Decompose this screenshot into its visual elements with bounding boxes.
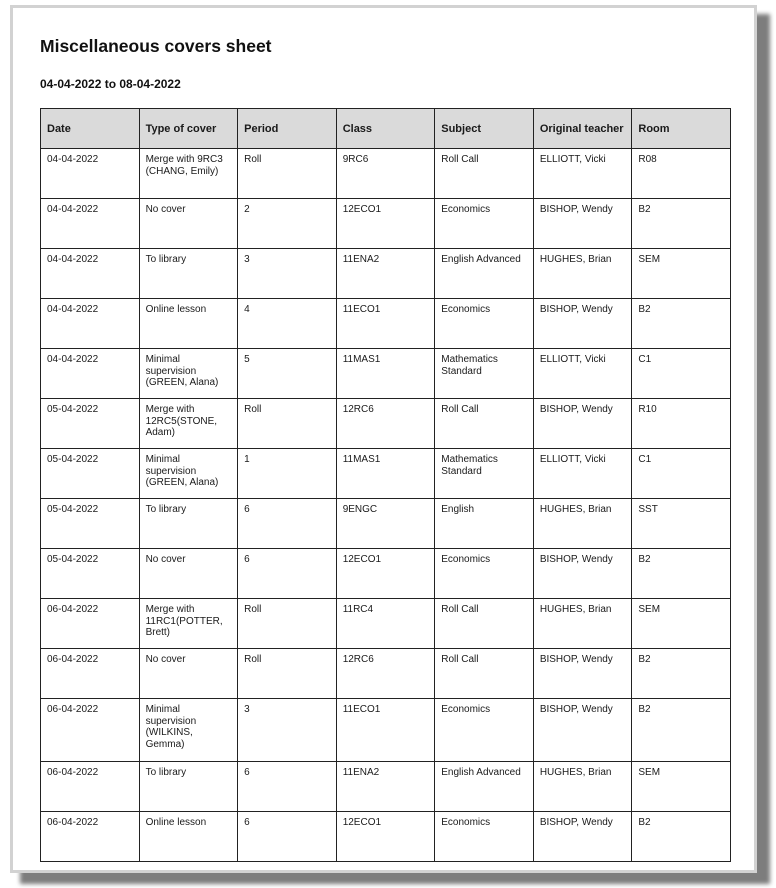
table-row [41,199,731,249]
cell-room-text: B2 [638,304,651,315]
cell-class-text: 12RC6 [342,654,374,665]
cell-subject-text: Roll Call [441,404,479,415]
cell-class-text: 11ENA2 [342,767,380,778]
cell-period-text: 4 [244,304,250,315]
cell-date [41,549,140,599]
cell-type-of-cover [139,499,238,549]
cell-period [238,699,337,762]
cell-type-of-cover [139,199,238,249]
cell-room-text: R10 [638,404,657,415]
cell-room [632,399,731,449]
cell-subject [435,549,534,599]
cell-period [238,762,337,812]
cell-room-text: SEM [638,767,661,778]
cell-period [238,299,337,349]
cell-period [238,549,337,599]
table-row [41,599,731,649]
cell-date [41,249,140,299]
cell-subject [435,199,534,249]
cell-type-of-cover [139,299,238,349]
cell-subject-text: Roll Call [441,604,479,615]
cell-class [336,349,435,399]
cell-room-text: SST [638,504,658,515]
cell-date-text: 04-04-2022 [47,204,99,215]
cell-class [336,762,435,812]
cell-type-of-cover-text: Online lesson [145,817,207,828]
cell-original-teacher [533,699,632,762]
table-row [41,299,731,349]
table-row [41,349,731,399]
cell-period [238,599,337,649]
cell-room-text: C1 [638,354,652,365]
cell-class [336,649,435,699]
cell-subject-text: Mathematics Standard [441,454,498,477]
cell-subject [435,399,534,449]
cell-type-of-cover [139,549,238,599]
cell-date-text: 05-04-2022 [47,504,99,515]
cell-type-of-cover [139,249,238,299]
cell-class [336,249,435,299]
cell-type-of-cover-text: Online lesson [145,304,207,315]
cell-subject [435,149,534,199]
cell-date [41,149,140,199]
cell-type-of-cover-text: To library [145,767,187,778]
cell-date [41,649,140,699]
cell-class [336,149,435,199]
cell-type-of-cover-text: Minimal supervision (WILKINS, Gemma) [145,704,197,750]
cell-subject [435,449,534,499]
cell-class [336,199,435,249]
cell-room [632,299,731,349]
cell-date-text: 06-04-2022 [47,767,99,778]
cell-subject [435,699,534,762]
cell-class [336,399,435,449]
cell-class [336,299,435,349]
cell-class [336,499,435,549]
cell-subject [435,599,534,649]
column-header-period: Period [238,109,337,149]
cell-type-of-cover-text: To library [145,254,187,265]
cell-original-teacher [533,399,632,449]
document-page [10,5,757,873]
cell-date [41,499,140,549]
cell-room-text: R08 [638,154,657,165]
cell-room-text: B2 [638,817,651,828]
cell-original-teacher [533,349,632,399]
cell-subject [435,349,534,399]
cell-type-of-cover [139,399,238,449]
cell-original-teacher-text: BISHOP, Wendy [539,404,613,415]
table-row [41,499,731,549]
cell-type-of-cover [139,349,238,399]
cell-room-text: B2 [638,654,651,665]
cell-type-of-cover [139,149,238,199]
cell-original-teacher-text: HUGHES, Brian [539,604,612,615]
cell-period-text: 6 [244,767,250,778]
cell-room [632,549,731,599]
cell-original-teacher [533,762,632,812]
cell-type-of-cover-text: No cover [145,554,186,565]
cell-class-text: 11MAS1 [342,354,381,365]
cell-period-text: Roll [244,154,262,165]
cell-subject [435,499,534,549]
cell-type-of-cover-text: Minimal supervision (GREEN, Alana) [145,354,219,388]
cell-period-text: 5 [244,354,250,365]
cell-date [41,762,140,812]
cell-original-teacher-text: HUGHES, Brian [539,504,612,515]
cell-subject-text: Economics [441,704,491,715]
cell-date [41,199,140,249]
cell-subject-text: Roll Call [441,654,479,665]
cell-date-text: 05-04-2022 [47,454,99,465]
cell-date-text: 04-04-2022 [47,304,99,315]
cell-period [238,449,337,499]
cell-subject-text: Mathematics Standard [441,354,498,377]
cell-date [41,299,140,349]
cell-subject-text: Economics [441,204,491,215]
cell-original-teacher [533,499,632,549]
column-header-class: Class [336,109,435,149]
cell-room-text: B2 [638,204,651,215]
cell-original-teacher-text: BISHOP, Wendy [539,554,613,565]
cell-original-teacher-text: ELLIOTT, Vicki [539,454,606,465]
cell-original-teacher-text: BISHOP, Wendy [539,204,613,215]
cell-type-of-cover [139,762,238,812]
cell-room [632,149,731,199]
cell-type-of-cover [139,812,238,862]
cell-room [632,349,731,399]
cell-class-text: 11MAS1 [342,454,381,465]
cell-original-teacher [533,149,632,199]
cell-subject-text: Roll Call [441,154,479,165]
cell-class [336,549,435,599]
cell-subject [435,812,534,862]
cell-date-text: 06-04-2022 [47,704,99,715]
cell-class [336,599,435,649]
cell-class [336,449,435,499]
cell-class-text: 12ECO1 [342,554,382,565]
table-row [41,699,731,762]
cell-room [632,762,731,812]
table-row [41,449,731,499]
page-title: Miscellaneous covers sheet [40,36,272,56]
column-header-room: Room [632,109,731,149]
table-header-row [41,109,731,149]
cell-period-text: Roll [244,604,262,615]
cell-period [238,649,337,699]
cell-room-text: B2 [638,704,651,715]
cell-subject-text: Economics [441,554,491,565]
cell-subject-text: English Advanced [441,254,521,265]
cell-original-teacher [533,299,632,349]
cell-class-text: 12ECO1 [342,204,382,215]
cell-subject-text: English Advanced [441,767,521,778]
cell-original-teacher [533,449,632,499]
cell-room [632,599,731,649]
cell-original-teacher-text: HUGHES, Brian [539,254,612,265]
covers-table-body [41,149,731,862]
cell-room-text: B2 [638,554,651,565]
cell-date [41,599,140,649]
cell-type-of-cover [139,599,238,649]
cell-room [632,499,731,549]
cell-subject [435,249,534,299]
table-row [41,549,731,599]
cell-class-text: 9RC6 [342,154,369,165]
cell-class-text: 11ECO1 [342,704,381,715]
cell-class [336,699,435,762]
cell-date-text: 06-04-2022 [47,817,99,828]
column-header-type-of-cover: Type of cover [139,109,238,149]
cell-room [632,449,731,499]
cell-period [238,499,337,549]
cell-original-teacher [533,249,632,299]
cell-date-text: 06-04-2022 [47,654,99,665]
cell-subject-text: Economics [441,817,491,828]
cell-period [238,399,337,449]
cell-subject [435,649,534,699]
cell-period [238,199,337,249]
cell-type-of-cover-text: No cover [145,654,186,665]
table-row [41,249,731,299]
cell-class-text: 12ECO1 [342,817,382,828]
cell-class-text: 12RC6 [342,404,374,415]
cell-room-text: C1 [638,454,652,465]
cell-subject-text: Economics [441,304,491,315]
cell-room [632,199,731,249]
cell-type-of-cover [139,649,238,699]
cell-subject [435,762,534,812]
cell-date [41,399,140,449]
cell-class-text: 9ENGC [342,504,378,515]
cell-class [336,812,435,862]
cell-period-text: 2 [244,204,250,215]
cell-room-text: SEM [638,254,661,265]
cell-date-text: 04-04-2022 [47,354,99,365]
column-header-date: Date [41,109,140,149]
covers-table [40,108,731,862]
cell-room [632,649,731,699]
cell-period-text: 6 [244,504,250,515]
cell-date [41,699,140,762]
cell-period-text: 1 [244,454,250,465]
cell-type-of-cover-text: Merge with 9RC3 (CHANG, Emily) [145,154,223,177]
table-row [41,762,731,812]
table-row [41,649,731,699]
cell-original-teacher-text: BISHOP, Wendy [539,654,613,665]
table-row [41,812,731,862]
cell-original-teacher-text: BISHOP, Wendy [539,817,613,828]
cell-original-teacher-text: ELLIOTT, Vicki [539,354,606,365]
cell-date [41,449,140,499]
cell-date-text: 04-04-2022 [47,254,99,265]
cell-subject [435,299,534,349]
cell-subject-text: English [441,504,475,515]
cell-period-text: 3 [244,704,250,715]
cell-type-of-cover-text: Merge with 11RC1(POTTER, Brett) [145,604,223,638]
cell-date-text: 06-04-2022 [47,604,99,615]
cell-period-text: 3 [244,254,250,265]
column-header-original-teacher: Original teacher [533,109,632,149]
cell-type-of-cover-text: Merge with 12RC5(STONE, Adam) [145,404,218,438]
cell-room [632,812,731,862]
column-header-subject: Subject [435,109,534,149]
cell-original-teacher [533,549,632,599]
cell-type-of-cover-text: Minimal supervision (GREEN, Alana) [145,454,219,488]
cell-date-text: 05-04-2022 [47,554,99,565]
cell-class-text: 11ECO1 [342,304,381,315]
cell-date [41,349,140,399]
table-row [41,149,731,199]
cell-period [238,812,337,862]
cell-original-teacher-text: BISHOP, Wendy [539,304,613,315]
cell-original-teacher [533,812,632,862]
cell-period-text: Roll [244,404,262,415]
cell-original-teacher-text: ELLIOTT, Vicki [539,154,606,165]
cell-date-text: 05-04-2022 [47,404,99,415]
cell-period-text: Roll [244,654,262,665]
cell-room-text: SEM [638,604,661,615]
cell-type-of-cover-text: No cover [145,204,186,215]
cell-original-teacher [533,649,632,699]
cell-room [632,249,731,299]
cell-type-of-cover-text: To library [145,504,187,515]
cell-period [238,149,337,199]
table-row [41,399,731,449]
cell-original-teacher [533,199,632,249]
cell-period [238,249,337,299]
cell-type-of-cover [139,699,238,762]
cell-class-text: 11ENA2 [342,254,380,265]
cell-original-teacher [533,599,632,649]
cell-original-teacher-text: BISHOP, Wendy [539,704,613,715]
cell-class-text: 11RC4 [342,604,374,615]
cell-period-text: 6 [244,554,250,565]
cell-date-text: 04-04-2022 [47,154,99,165]
cell-period [238,349,337,399]
cell-period-text: 6 [244,817,250,828]
date-range: 04-04-2022 to 08-04-2022 [40,77,181,91]
cell-room [632,699,731,762]
cell-original-teacher-text: HUGHES, Brian [539,767,612,778]
cell-date [41,812,140,862]
cell-type-of-cover [139,449,238,499]
